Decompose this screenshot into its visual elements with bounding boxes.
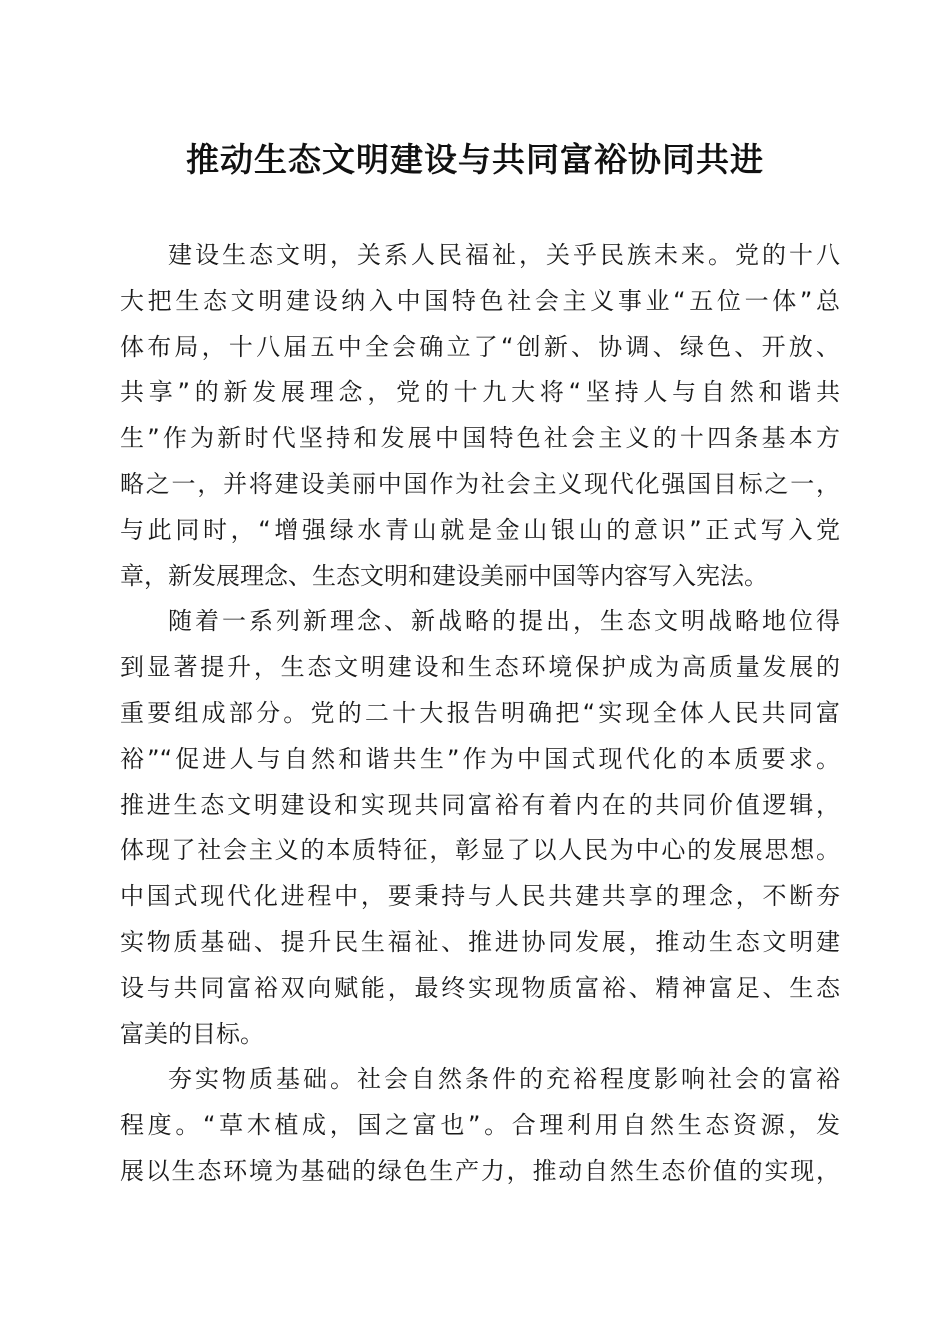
text-line: 推进生态文明建设和实现共同富裕有着内在的共同价值逻辑，: [120, 790, 840, 819]
text-line: 与此同时，“增强绿水青山就是金山银山的意识”正式写入党: [120, 515, 840, 544]
text-line: 体现了社会主义的本质特征，彰显了以人民为中心的发展思想。: [120, 836, 840, 865]
text-line: 程度。“草木植成，国之富也”。合理利用自然生态资源，发: [120, 1111, 840, 1140]
text-line: 裕”“促进人与自然和谐共生”作为中国式现代化的本质要求。: [120, 744, 840, 773]
text-line: 实物质基础、提升民生福祉、推进协同发展，推动生态文明建: [120, 927, 840, 956]
text-line: 随着一系列新理念、新战略的提出，生态文明战略地位得: [168, 607, 840, 636]
text-line: 生”作为新时代坚持和发展中国特色社会主义的十四条基本方: [120, 424, 840, 453]
text-line: 大把生态文明建设纳入中国特色社会主义事业“五位一体”总: [120, 286, 840, 315]
paragraph-3: [120, 1057, 840, 1194]
text-line: 到显著提升，生态文明建设和生态环境保护成为高质量发展的: [120, 653, 840, 682]
text-line: 章，新发展理念、生态文明和建设美丽中国等内容写入宪法。: [120, 561, 768, 590]
document-title: 推动生态文明建设与共同富裕协同共进: [186, 140, 764, 179]
document-body: [120, 233, 840, 1195]
paragraph-1: [120, 233, 840, 599]
text-line: 展以生态环境为基础的绿色生产力，推动自然生态价值的实现，: [120, 1156, 840, 1185]
text-line: 重要组成部分。党的二十大报告明确把“实现全体人民共同富: [120, 698, 840, 727]
text-line: 设与共同富裕双向赋能，最终实现物质富裕、精神富足、生态: [120, 973, 840, 1002]
text-line: 富美的目标。: [120, 1019, 264, 1048]
text-line: 夯实物质基础。社会自然条件的充裕程度影响社会的富裕: [168, 1065, 840, 1094]
text-line: 中国式现代化进程中，要秉持与人民共建共享的理念，不断夯: [120, 882, 840, 911]
text-line: 体布局，十八届五中全会确立了“创新、协调、绿色、开放、: [120, 332, 840, 361]
text-line: 建设生态文明，关系人民福祉，关乎民族未来。党的十八: [168, 241, 840, 269]
paragraph-2: [120, 599, 840, 1057]
text-line: 共享”的新发展理念，党的十九大将“坚持人与自然和谐共: [120, 378, 840, 407]
text-line: 略之一，并将建设美丽中国作为社会主义现代化强国目标之一，: [120, 469, 840, 498]
